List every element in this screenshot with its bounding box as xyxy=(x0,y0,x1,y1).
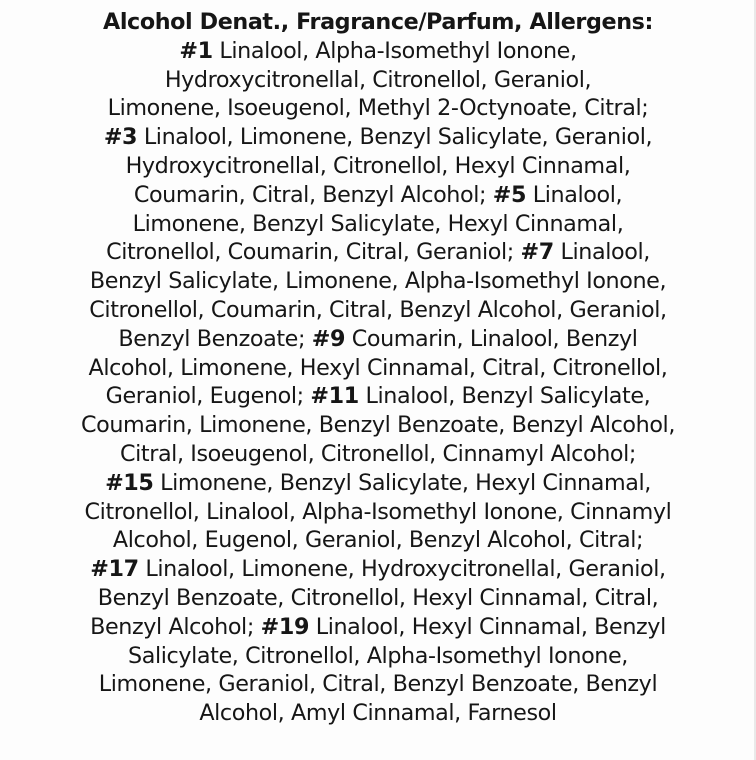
ingredient-line xyxy=(0,411,756,440)
ingredient-text: Linalool, Limonene, Benzyl Salicylate, Geraniol, xyxy=(137,124,653,151)
ingredient-text: Limonene, Benzyl Salicylate, Hexyl Cinnamal, xyxy=(153,469,651,496)
ingredient-line xyxy=(0,555,756,584)
ingredient-text: Benzyl Benzoate, Citronellol, Hexyl Cinnamal, Citral, xyxy=(97,584,659,611)
ingredient-line xyxy=(0,267,756,296)
shade-number-label: #7 xyxy=(520,239,554,266)
ingredient-line xyxy=(0,584,756,613)
ingredient-line xyxy=(0,382,756,411)
ingredient-text: Citronellol, Coumarin, Citral, Geraniol; xyxy=(106,239,521,266)
shade-number-label: #19 xyxy=(260,613,310,640)
ingredient-text: Citronellol, Linalool, Alpha-Isomethyl Ionone, Cinnamyl xyxy=(84,498,672,525)
ingredient-text: Limonene, Benzyl Salicylate, Hexyl Cinnamal, xyxy=(132,210,624,237)
ingredient-text: Hydroxycitronellal, Citronellol, Geraniol, xyxy=(164,66,592,93)
ingredient-text: Linalool, xyxy=(553,239,650,266)
ingredient-text: Hydroxycitronellal, Citronellol, Hexyl Cinnamal, xyxy=(125,152,631,179)
ingredient-line xyxy=(0,469,756,498)
shade-number-label: #9 xyxy=(311,325,346,352)
ingredient-line xyxy=(0,152,756,181)
ingredient-line xyxy=(0,613,756,642)
ingredient-line xyxy=(0,181,756,210)
ingredient-line xyxy=(0,325,756,354)
shade-number-label: #1 xyxy=(179,37,213,64)
ingredient-text: Linalool, xyxy=(526,181,623,208)
ingredient-text: Alcohol, Limonene, Hexyl Cinnamal, Citral, Citronellol, xyxy=(88,354,668,381)
shade-number-label: Alcohol Denat., Fragrance/Parfum, Allergens: xyxy=(103,9,653,35)
ingredient-text: Linalool, Alpha-Isomethyl Ionone, xyxy=(212,37,577,64)
ingredient-line xyxy=(0,66,756,95)
ingredient-text: Limonene, Isoeugenol, Methyl 2-Octynoate, Citral; xyxy=(107,95,649,122)
ingredient-text: Alcohol, Eugenol, Geraniol, Benzyl Alcohol, Citral; xyxy=(112,527,644,554)
ingredient-text: Citronellol, Coumarin, Citral, Benzyl Alcohol, Geraniol, xyxy=(89,296,667,323)
ingredient-line xyxy=(0,210,756,239)
ingredient-line xyxy=(0,440,756,469)
ingredient-line xyxy=(0,37,756,66)
ingredient-line xyxy=(0,8,756,37)
ingredient-text: Linalool, Limonene, Hydroxycitronellal, Geraniol, xyxy=(138,556,666,583)
shade-number-label: #3 xyxy=(103,124,138,151)
ingredient-line xyxy=(0,296,756,325)
ingredient-line xyxy=(0,238,756,267)
ingredient-line xyxy=(0,498,756,527)
ingredient-text: Coumarin, Limonene, Benzyl Benzoate, Benzyl Alcohol, xyxy=(81,412,675,439)
ingredient-text: Limonene, Geraniol, Citral, Benzyl Benzoate, Benzyl xyxy=(98,671,658,698)
ingredient-text: Benzyl Alcohol; xyxy=(90,613,261,640)
ingredient-line xyxy=(0,670,756,699)
ingredient-line xyxy=(0,642,756,671)
ingredient-text: Benzyl Salicylate, Limonene, Alpha-Isomethyl Ionone, xyxy=(89,268,667,295)
ingredient-text: Coumarin, Citral, Benzyl Alcohol; xyxy=(133,181,493,208)
ingredient-text: Salicylate, Citronellol, Alpha-Isomethyl Ionone, xyxy=(128,642,628,669)
shade-number-label: #11 xyxy=(310,383,359,410)
ingredient-line xyxy=(0,699,756,728)
ingredient-text: Citral, Isoeugenol, Citronellol, Cinnamyl Alcohol; xyxy=(119,440,637,467)
ingredient-text: Linalool, Hexyl Cinnamal, Benzyl xyxy=(309,613,666,640)
ingredient-line xyxy=(0,354,756,383)
ingredient-line xyxy=(0,123,756,152)
ingredient-text: Coumarin, Linalool, Benzyl xyxy=(345,325,638,352)
ingredient-line xyxy=(0,94,756,123)
ingredient-line xyxy=(0,526,756,555)
ingredient-text: Geraniol, Eugenol; xyxy=(105,383,311,410)
ingredient-text: Linalool, Benzyl Salicylate, xyxy=(358,383,651,410)
shade-number-label: #17 xyxy=(90,556,139,583)
shade-number-label: #15 xyxy=(105,469,154,496)
ingredients-text-block xyxy=(0,8,756,728)
ingredient-text: Benzyl Benzoate; xyxy=(118,325,312,352)
shade-number-label: #5 xyxy=(492,181,527,208)
ingredient-text: Alcohol, Amyl Cinnamal, Farnesol xyxy=(199,700,557,727)
